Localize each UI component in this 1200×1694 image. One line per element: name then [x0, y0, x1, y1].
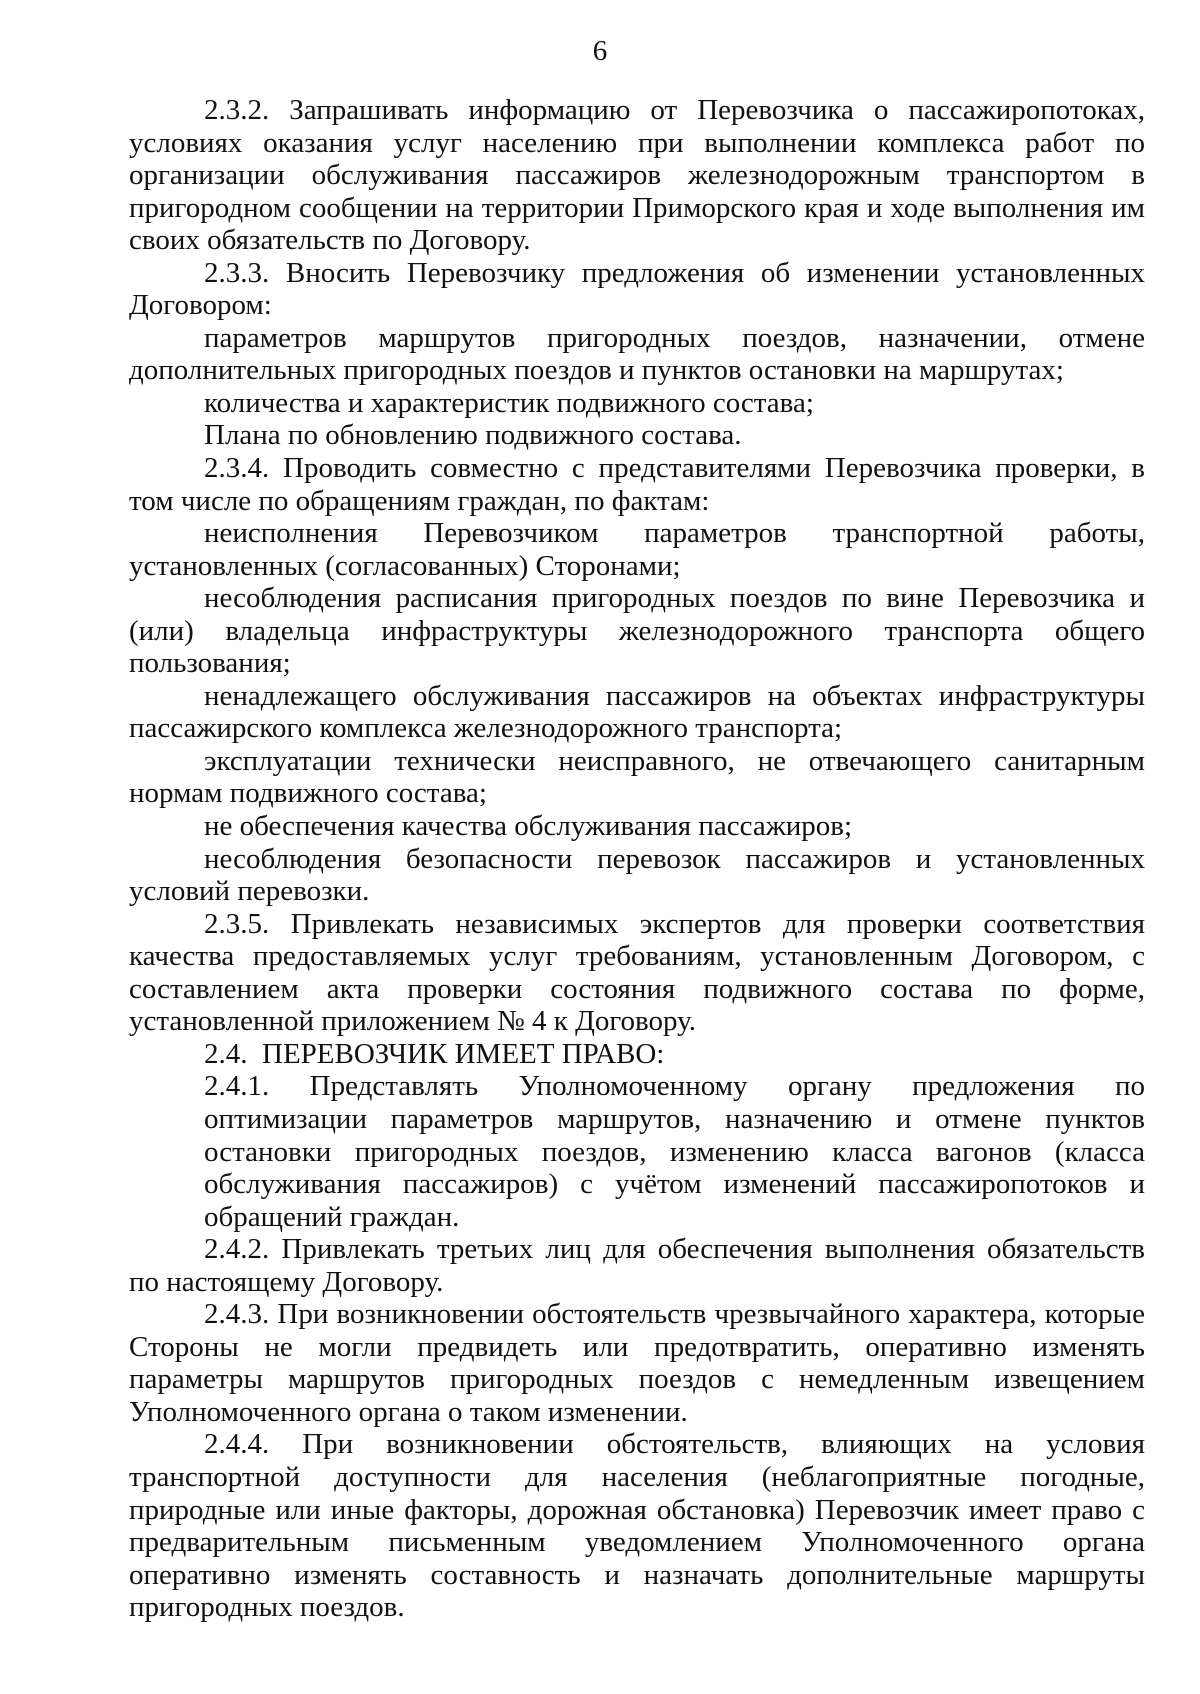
- page-number: 6: [592, 35, 608, 67]
- list-item-non-fulfillment: неисполнения Перевозчиком параметров транспортной работы, установленных (согласованных) Сторонами;: [129, 517, 1145, 582]
- list-item-route-parameters: параметров маршрутов пригородных поездов, назначении, отмене дополнительных пригородных поездов и пунктов остановки на маршрутах;: [129, 321, 1145, 387]
- paragraph-2-4-3: 2.4.3. При возникновении обстоятельств чрезвычайного характера, которые Стороны не могли предвидеть или предотвратить, оперативно изменять параметры маршрутов пригородных поездов с немедленным извещением Уполномоченного органа о таком изменении.: [129, 1298, 1145, 1428]
- paragraph-2-3-2: 2.3.2. Запрашивать информацию от Перевозчика о пассажиропотоках, условиях оказания услуг населению при выполнении комплекса работ по организации обслуживания пассажиров железнодорожным транспортом в пригородном сообщении на территории Приморского края и ходе выполнения им своих обязательств по Договору.: [129, 94, 1145, 257]
- list-item-schedule-violation: несоблюдения расписания пригородных поездов по вине Перевозчика и (или) владельца инфраструктуры железнодорожного транспорта общего пользования;: [129, 582, 1145, 680]
- document-body: [129, 94, 1145, 1624]
- paragraph-2-4-1: 2.4.1. Представлять Уполномоченному органу предложения по оптимизации параметров маршрутов, назначению и отмене пунктов остановки пригородных поездов, изменению класса вагонов (класса обслуживания пассажиров) с учётом изменений пассажиропотоков и обращений граждан.: [204, 1070, 1145, 1233]
- list-item-faulty-operation: эксплуатации технически неисправного, не отвечающего санитарным нормам подвижного состава;: [129, 744, 1145, 810]
- paragraph-2-3-5: 2.3.5. Привлекать независимых экспертов для проверки соответствия качества предоставляемых услуг требованиям, установленным Договором, с составлением акта проверки состояния подвижного состава по форме, установленной приложением № 4 к Договору.: [129, 907, 1145, 1038]
- list-item-service-quality: не обеспечения качества обслуживания пассажиров;: [204, 810, 852, 843]
- paragraph-2-3-4: 2.3.4. Проводить совместно с представителями Перевозчика проверки, в том числе по обращениям граждан, по фактам:: [129, 452, 1145, 517]
- paragraph-2-4-4: 2.4.4. При возникновении обстоятельств, влияющих на условия транспортной доступности для населения (неблагоприятные погодные, природные или иные факторы, дорожная обстановка) Перевозчик имеет право с предварительным письменным уведомлением Уполномоченного органа оперативно изменять составность и назначать дополнительные маршруты пригородных поездов.: [129, 1428, 1145, 1624]
- section-heading-2-4: 2.4. ПЕРЕВОЗЧИК ИМЕЕТ ПРАВО:: [204, 1037, 665, 1070]
- list-item-improper-service: ненадлежащего обслуживания пассажиров на объектах инфраструктуры пассажирского комплекса железнодорожного транспорта;: [129, 679, 1145, 745]
- list-item-renewal-plan: Плана по обновлению подвижного состава.: [204, 419, 742, 452]
- paragraph-2-4-2: 2.4.2. Привлекать третьих лиц для обеспечения выполнения обязательств по настоящему Договору.: [129, 1233, 1145, 1298]
- list-item-safety-violation: несоблюдения безопасности перевозок пассажиров и установленных условий перевозки.: [129, 842, 1145, 908]
- paragraph-2-3-3: 2.3.3. Вносить Перевозчику предложения об изменении установленных Договором:: [129, 256, 1145, 322]
- list-item-rolling-stock-quantity: количества и характеристик подвижного состава;: [204, 386, 814, 419]
